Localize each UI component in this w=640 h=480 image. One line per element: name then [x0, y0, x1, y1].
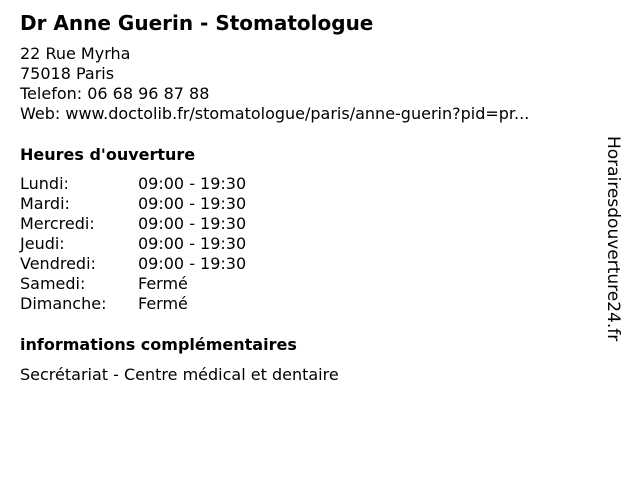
website-link[interactable]: Web: www.doctolib.fr/stomatologue/paris/anne-guerin?pid=pr... — [20, 104, 530, 123]
hours-row-sunday — [20, 294, 246, 314]
day-label: Vendredi: — [20, 254, 96, 273]
hours-table — [20, 174, 246, 314]
day-label: Mercredi: — [20, 214, 95, 233]
hours-row-wednesday — [20, 214, 246, 234]
hours-row-thursday — [20, 234, 246, 254]
hours-value: 09:00 - 19:30 — [138, 214, 247, 233]
info-heading: informations complémentaires — [20, 335, 297, 354]
hours-row-tuesday — [20, 194, 246, 214]
city-postal: 75018 Paris — [20, 64, 115, 83]
hours-row-monday — [20, 174, 246, 194]
hours-row-friday — [20, 254, 246, 274]
address-block — [20, 44, 529, 124]
hours-row-saturday — [20, 274, 246, 294]
street-address: 22 Rue Myrha — [20, 44, 131, 63]
phone-number: Telefon: 06 68 96 87 88 — [20, 84, 210, 103]
info-text: Secrétariat - Centre médical et dentaire — [20, 365, 339, 384]
hours-value: 09:00 - 19:30 — [138, 194, 247, 213]
hours-value: 09:00 - 19:30 — [138, 174, 247, 193]
day-label: Dimanche: — [20, 294, 107, 313]
hours-heading: Heures d'ouverture — [20, 145, 196, 164]
hours-value: 09:00 - 19:30 — [138, 254, 247, 273]
day-label: Lundi: — [20, 174, 69, 193]
day-label: Jeudi: — [20, 234, 65, 253]
hours-value: Fermé — [138, 294, 188, 313]
day-label: Mardi: — [20, 194, 70, 213]
page-title: Dr Anne Guerin - Stomatologue — [20, 11, 374, 35]
hours-value: 09:00 - 19:30 — [138, 234, 247, 253]
site-watermark: Horairesdouverture24.fr — [603, 136, 623, 342]
day-label: Samedi: — [20, 274, 86, 293]
hours-value: Fermé — [138, 274, 188, 293]
